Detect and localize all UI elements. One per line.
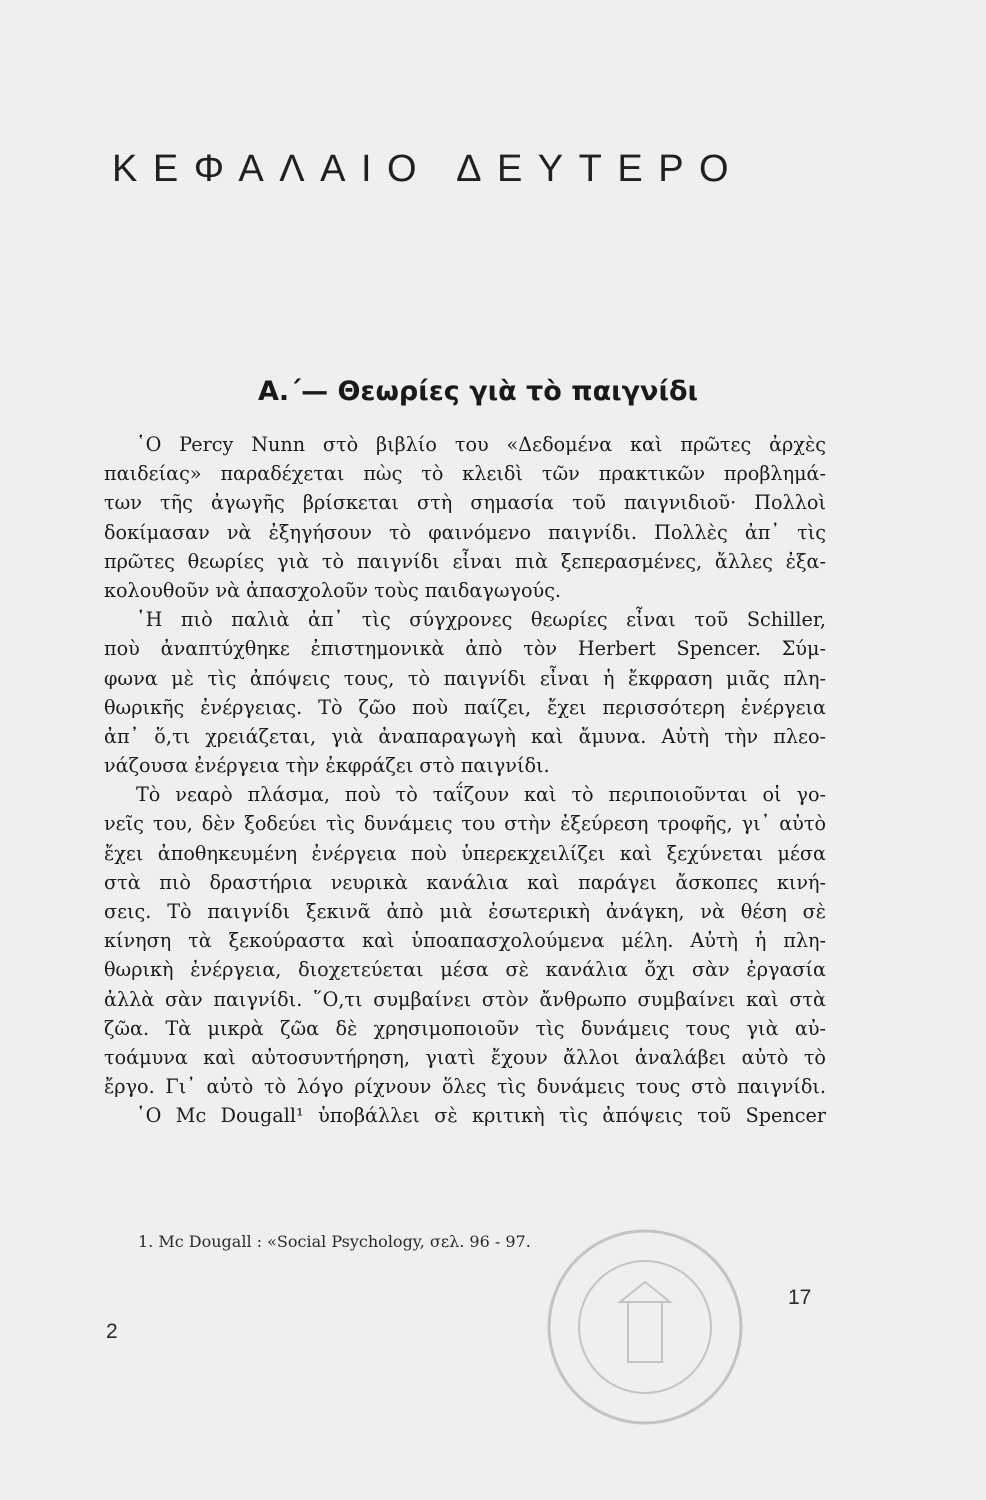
body-line: θωρικῆς ἐνέργειας. Τὸ ζῶο ποὺ παίζει, ἔχει περισσότερη ἐνέργεια	[104, 695, 826, 719]
signature-mark: 2	[106, 1320, 118, 1343]
body-line: ῾Η πιὸ παλιὰ ἀπ᾿ τὶς σύγχρονες θεωρίες εἶναι τοῦ Schiller,	[136, 608, 826, 632]
body-line: ἔργο. Γι᾿ αὐτὸ τὸ λόγο ρίχνουν ὅλες τὶς δυνάμεις τους στὸ παιγνίδι.	[104, 1075, 826, 1099]
body-line: πρῶτες θεωρίες γιὰ τὸ παιγνίδι εἶναι πιὰ ξεπερασμένες, ἄλλες ἐξα-	[104, 549, 826, 573]
page-number: 17	[788, 1286, 812, 1309]
body-line: ῾Ο Percy Nunn στὸ βιβλίο του «Δεδομένα καὶ πρῶτες ἀρχὲς	[136, 433, 826, 456]
body-line: τοάμυνα καὶ αὐτοσυντήρηση, γιατὶ ἔχουν ἄλλοι ἀναλάβει αὐτὸ τὸ	[104, 1045, 826, 1069]
library-stamp-watermark	[540, 1222, 750, 1432]
body-line: στὰ πιὸ δραστήρια νευρικὰ κανάλια καὶ παράγει ἄσκοπες κινή-	[104, 870, 826, 894]
body-line: νεῖς του, δὲν ξοδεύει τὶς δυνάμεις του στὴν ἐξεύρεση τροφῆς, γι᾿ αὐτὸ	[104, 812, 826, 836]
body-line: θωρικὴ ἐνέργεια, διοχετεύεται μέσα σὲ κανάλια ὄχι σὰν ἐργασία	[104, 958, 826, 982]
body-text	[104, 430, 826, 1131]
body-line: νάζουσα ἐνέργεια τὴν ἐκφράζει στὸ παιγνίδι.	[104, 754, 550, 778]
footnote: 1. Mc Dougall : «Social Psychology, σελ. 96 - 97.	[138, 1232, 531, 1251]
body-line: παιδείας» παραδέχεται πὼς τὸ κλειδὶ τῶν πρακτικῶν προβλημά-	[104, 462, 826, 486]
body-line: των τῆς ἀγωγῆς βρίσκεται στὴ σημασία τοῦ παιγνιδιοῦ· Πολλοὶ	[104, 491, 826, 515]
body-line: φωνα μὲ τὶς ἀπόψεις τους, τὸ παιγνίδι εἶναι ἡ ἔκφραση μιᾶς πλη-	[104, 666, 826, 690]
chapter-heading: ΚΕΦΑΛΑΙΟ ΔΕΥΤΕΡΟ	[112, 148, 745, 190]
body-line: ἔχει ἀποθηκευμένη ἐνέργεια ποὺ ὑπερεκχειλίζει καὶ ξεχύνεται μέσα	[104, 841, 826, 865]
body-line: σεις. Τὸ παιγνίδι ξεκινᾶ ἀπὸ μιὰ ἐσωτερικὴ ἀνάγκη, νὰ θέση σὲ	[104, 900, 826, 923]
body-line: κίνηση τὰ ξεκούραστα καὶ ὑποαπασχολούμενα μέλη. Αὐτὴ ἡ πλη-	[104, 929, 826, 953]
body-line: κολουθοῦν νὰ ἀπασχολοῦν τοὺς παιδαγωγούς.	[104, 578, 562, 602]
body-line: ἀπ᾿ ὅ,τι χρειάζεται, γιὰ ἀναπαραγωγὴ καὶ ἄμυνα. Αὐτὴ τὴν πλεο-	[104, 724, 826, 748]
body-line: ἀλλὰ σὰν παιγνίδι. ῞Ο,τι συμβαίνει στὸν ἄνθρωπο συμβαίνει καὶ στὰ	[104, 987, 826, 1011]
body-line: ῾Ο Mc Dougall¹ ὑποβάλλει σὲ κριτικὴ τὶς ἀπόψεις τοῦ Spencer	[136, 1104, 826, 1128]
body-line: ποὺ ἀναπτύχθηκε ἐπιστημονικὰ ἀπὸ τὸν Herbert Spencer. Σύμ-	[104, 637, 826, 661]
section-title: Α.΄— Θεωρίες γιὰ τὸ παιγνίδι	[258, 376, 699, 407]
body-line: ζῶα. Τὰ μικρὰ ζῶα δὲ χρησιμοποιοῦν τὶς δυνάμεις τους γιὰ αὐ-	[104, 1016, 826, 1040]
body-line: δοκίμασαν νὰ ἐξηγήσουν τὸ φαινόμενο παιγνίδι. Πολλὲς ἀπ᾿ τὶς	[104, 520, 826, 544]
body-line: Τὸ νεαρὸ πλάσμα, ποὺ τὸ ταΐζουν καὶ τὸ περιποιοῦνται οἱ γο-	[136, 783, 826, 807]
